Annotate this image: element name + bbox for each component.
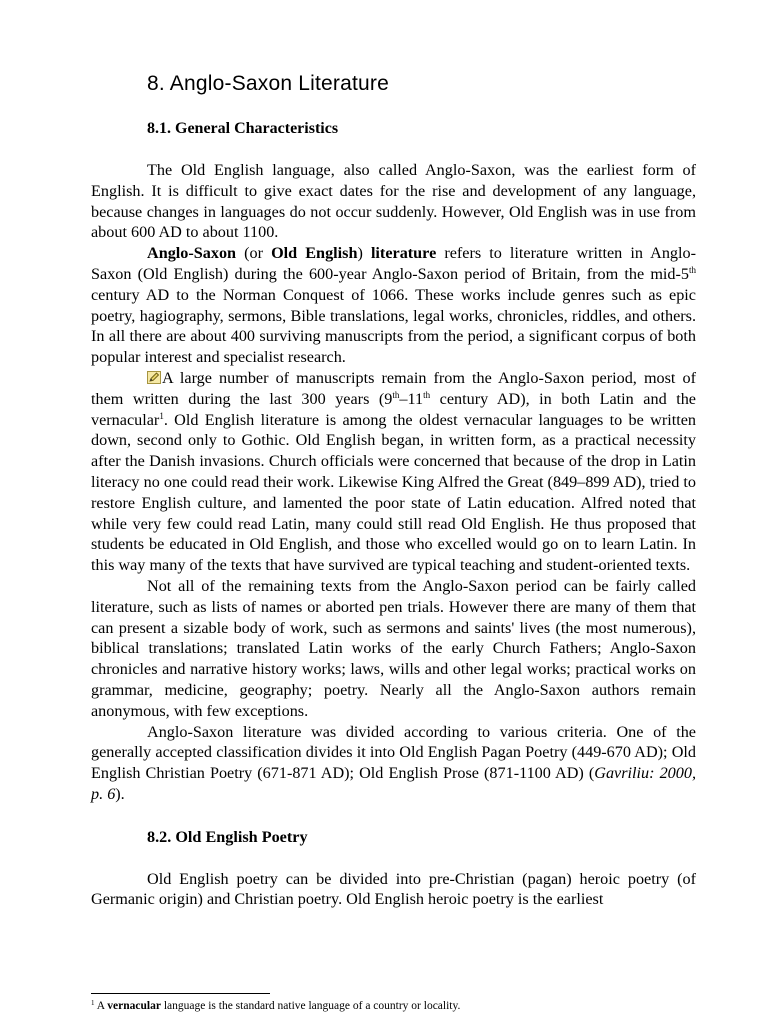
paragraph-remaining-texts: Not all of the remaining texts from the Anglo-Saxon period can be fairly called literature, such as lists of names or aborted pen trials. However there are many of them that can present a sizable body of work, such as sermons and saints' lives (the most numerous), biblical translations; translated Latin works of the early Church Fathers; Anglo-Saxon chronicles and narrative history works; laws, wills and other legal works; practical works on grammar, medicine, geography; poetry. Nearly all the Anglo-Saxon authors remain anonymous, with few exceptions.	[91, 576, 696, 720]
paragraph-old-english-poetry: Old English poetry can be divided into pre-Christian (pagan) heroic poetry (of Germanic origin) and Christian poetry. Old English heroic poetry is the earliest	[91, 869, 696, 909]
paragraph-classification: Anglo-Saxon literature was divided according to various criteria. One of the generally accepted classification divides it into Old English Pagan Poetry (449-670 AD); Old English Christian Poetry (671-871 AD); Old English Prose (871-1100 AD) (Gavriliu: 2000, p. 6).	[91, 722, 696, 803]
section-heading-general-characteristics: 8.1. General Characteristics	[147, 120, 339, 137]
footnote: $^1$ A vernacular language is the standard native language of a country or locality.	[91, 999, 461, 1012]
term-literature: literature	[362, 244, 437, 263]
paragraph-manuscripts: A large number of manuscripts remain from the Anglo-Saxon period, most of them written during the last 300 years (9th–11th century AD), in both Latin and the vernacular$^1$. Old English literature is among the oldest vernacular languages to be written down, second only to Gothic. Old English began, in written form, as a practical necessity after the Danish invasions. Church officials were concerned that because of the drop in Latin literacy no one could read their work. Likewise King Alfred the Great (849–899 AD), tried to restore English culture, and lamented the poor state of Latin education. Alfred noted that while very few could read Latin, many could still read Old English. He thus proposed that students be educated in Old English, and those who excelled would go on to learn Latin. In this way many of the texts that have survived are typical teaching and student-oriented texts.	[91, 368, 696, 575]
note-pencil-icon[interactable]	[147, 371, 161, 384]
paragraph-anglo-saxon-literature-definition: Anglo-Saxon (or Old English) literature refers to literature written in Anglo-Saxon (Old English) during the 600-year Anglo-Saxon period of Britain, from the mid-5th century AD to the Norman Conquest of 1066. These works include genres such as epic poetry, hagiography, sermons, Bible translations, legal works, chronicles, riddles, and others. In all there are about 400 surviving manuscripts from the period, a significant corpus of both popular interest and specialist research.	[91, 244, 696, 367]
term-anglo-saxon: Anglo-Saxon	[147, 244, 237, 263]
footnote-divider	[91, 993, 270, 994]
footnote-term: vernacular	[107, 1000, 161, 1012]
term-old-english: Old English	[271, 244, 358, 263]
chapter-title: 8. Anglo-Saxon Literature	[147, 72, 389, 95]
paragraph-old-english-language: The Old English language, also called Anglo-Saxon, was the earliest form of English. It is difficult to give exact dates for the rise and development of any language, because changes in languages do not occur suddenly. However, Old English was in use from about 600 AD to about 1100.	[91, 161, 696, 242]
citation: Gavriliu: 2000, p. 6	[91, 764, 696, 803]
section-heading-old-english-poetry: 8.2. Old English Poetry	[147, 827, 308, 846]
footnote-marker: 1	[91, 999, 95, 1007]
footnote-reference[interactable]: 1	[159, 410, 164, 421]
body-text	[91, 160, 696, 910]
